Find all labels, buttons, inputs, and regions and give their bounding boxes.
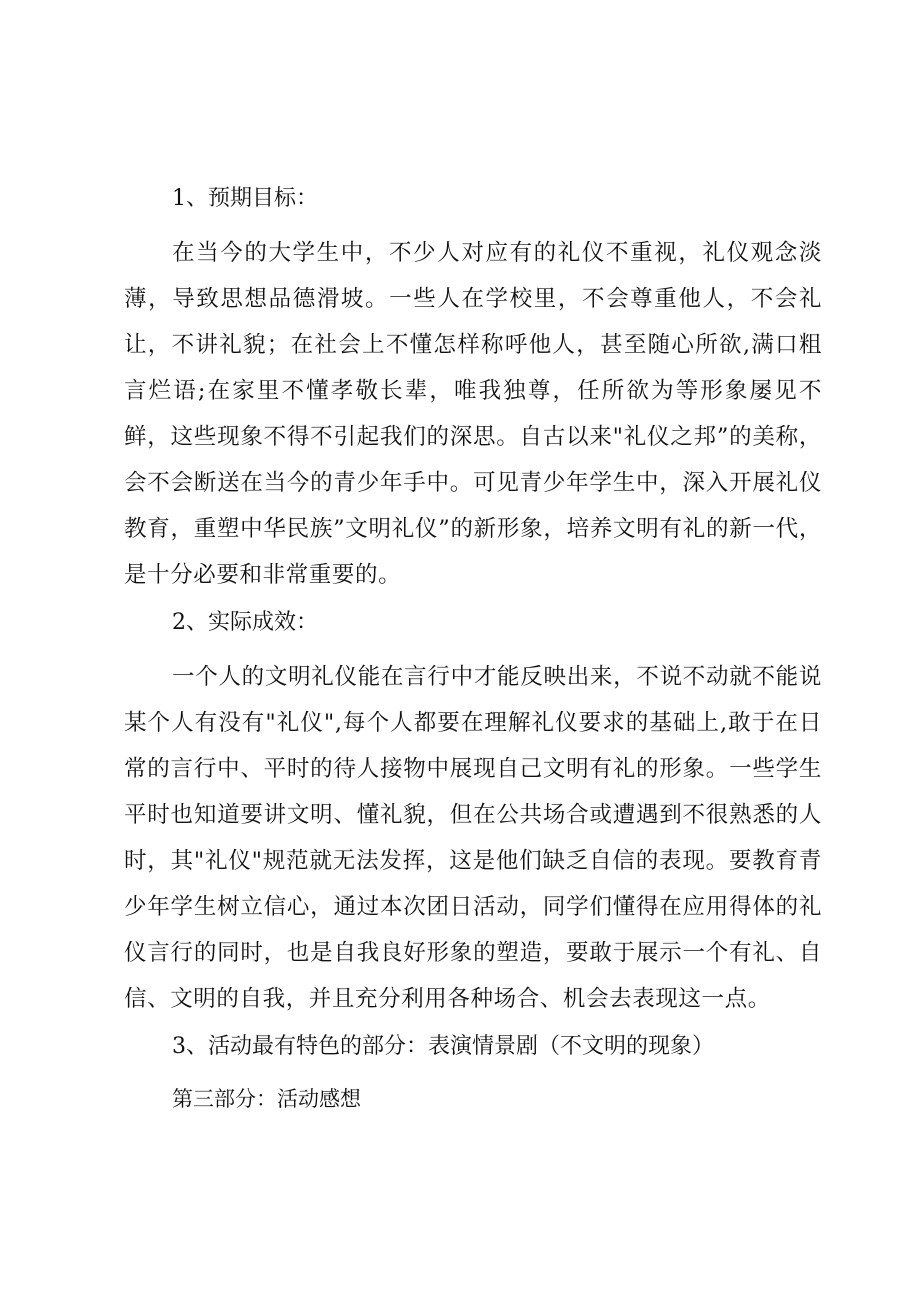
heading-expected-goals: 1、预期目标： — [172, 186, 318, 211]
part-title: 第三部分：活动感想 — [172, 1087, 361, 1111]
heading-actual-results: 2、实际成效： — [172, 610, 318, 635]
paragraph-expected-goals: 在当今的大学生中，不少人对应有的礼仪不重视，礼仪观念淡薄，导致思想品德滑坡。一些人在学校里，不会尊重他人，不会礼让，不讲礼貌；在社会上不懂怎样称呼他人，甚至随心所欲,满口粗言烂语;在家里不懂孝敬长辈，唯我独尊，任所欲为等形象屡见不鲜，这些现象不得不引起我们的深思。自古以来"礼仪之邦”的美称，会不会断送在当今的青少年手中。可见青少年学生中，深入开展礼仪教育，重塑中华民族”文明礼仪”的新形象，培养文明有礼的新一代，是十分必要和非常重要的。 — [124, 240, 822, 588]
heading-activity-feature: 3、活动最有特色的部分：表演情景剧（不文明的现象） — [172, 1034, 714, 1059]
paragraph-actual-results: 一个人的文明礼仪能在言行中才能反映出来，不说不动就不能说某个人有没有"礼仪",每个人都要在理解礼仪要求的基础上,敢于在日常的言行中、平时的待人接物中展现自己文明有礼的形象。一些学生平时也知道要讲文明、懂礼貌，但在公共场合或遭遇到不很熟悉的人时，其"礼仪"规范就无法发挥，这是他们缺乏自信的表现。要教育青少年学生树立信心，通过本次团日活动，同学们懂得在应用得体的礼仪言行的同时，也是自我良好形象的塑造，要敢于展示一个有礼、自信、文明的自我，并且充分利用各种场合、机会去表现这一点。 — [124, 664, 822, 1012]
